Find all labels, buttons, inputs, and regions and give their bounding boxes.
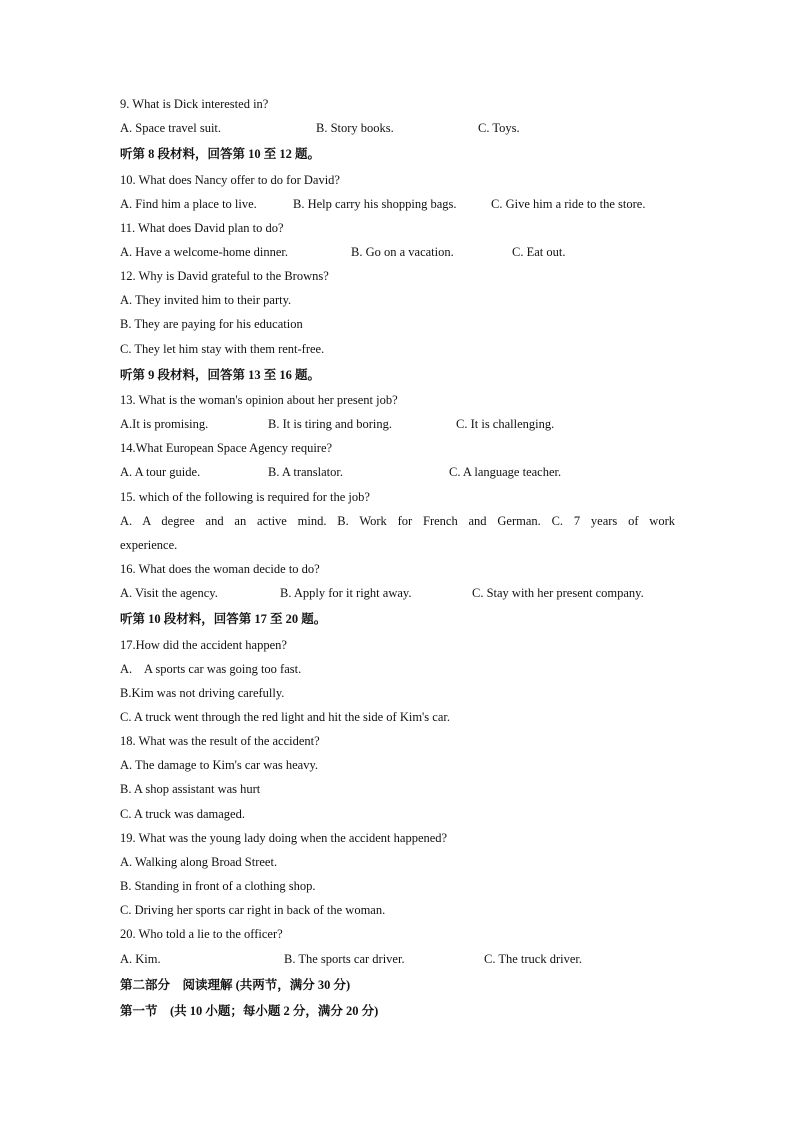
q14-option-c: C. A language teacher. (449, 465, 562, 479)
q16-option-a: A. Visit the agency. (120, 586, 218, 600)
q10-option-a: A. Find him a place to live. (120, 197, 257, 211)
q12-option-a: A. They invited him to their party. (120, 293, 292, 307)
q15-options-continued: experience. (120, 538, 178, 552)
q17-option-c: C. A truck went through the red light and hit the side of Kim's car. (120, 710, 450, 724)
question-11: 11. What does David plan to do? (120, 221, 284, 235)
section-one-heading: 第一节 (共 10 小题；每小题 2 分，满分 20 分) (120, 1004, 379, 1018)
q16-option-c: C. Stay with her present company. (472, 586, 644, 600)
q14-option-a: A. A tour guide. (120, 465, 201, 479)
q12-option-b: B. They are paying for his education (120, 317, 303, 331)
question-9: 9. What is Dick interested in? (120, 97, 269, 111)
question-10: 10. What does Nancy offer to do for David? (120, 173, 340, 187)
question-13: 13. What is the woman's opinion about her present job? (120, 393, 398, 407)
q18-option-b: B. A shop assistant was hurt (120, 782, 261, 796)
q9-option-b: B. Story books. (316, 121, 394, 135)
q19-option-b: B. Standing in front of a clothing shop. (120, 879, 316, 893)
q10-option-c: C. Give him a ride to the store. (491, 197, 646, 211)
q18-option-c: C. A truck was damaged. (120, 807, 245, 821)
q9-option-a: A. Space travel suit. (120, 121, 222, 135)
section-heading-10: 听第 10 段材料，回答第 17 至 20 题。 (120, 612, 327, 626)
q13-option-a: A.It is promising. (120, 417, 209, 431)
part-two-heading: 第二部分 阅读理解 (共两节，满分 30 分) (120, 978, 351, 992)
q13-option-c: C. It is challenging. (456, 417, 555, 431)
q17-option-b: B.Kim was not driving carefully. (120, 686, 285, 700)
q20-option-c: C. The truck driver. (484, 952, 583, 966)
q9-option-c: C. Toys. (478, 121, 520, 135)
q19-option-c: C. Driving her sports car right in back of the woman. (120, 903, 386, 917)
section-heading-8: 听第 8 段材料，回答第 10 至 12 题。 (120, 147, 321, 161)
q10-option-b: B. Help carry his shopping bags. (293, 197, 457, 211)
q11-option-c: C. Eat out. (512, 245, 566, 259)
question-18: 18. What was the result of the accident? (120, 734, 320, 748)
question-19: 19. What was the young lady doing when the accident happened? (120, 831, 448, 845)
q15-options: A. A degree and an active mind. B. Work for French and German. C. 7 years of work (120, 514, 675, 528)
q17-option-a: A. A sports car was going too fast. (120, 662, 302, 676)
q20-option-a: A. Kim. (120, 952, 161, 966)
question-14: 14.What European Space Agency require? (120, 441, 333, 455)
q20-option-b: B. The sports car driver. (284, 952, 405, 966)
question-20: 20. Who told a lie to the officer? (120, 927, 283, 941)
q14-option-b: B. A translator. (268, 465, 343, 479)
question-16: 16. What does the woman decide to do? (120, 562, 320, 576)
question-17: 17.How did the accident happen? (120, 638, 287, 652)
q16-option-b: B. Apply for it right away. (280, 586, 412, 600)
q12-option-c: C. They let him stay with them rent-free. (120, 342, 325, 356)
q13-option-b: B. It is tiring and boring. (268, 417, 392, 431)
q19-option-a: A. Walking along Broad Street. (120, 855, 278, 869)
q18-option-a: A. The damage to Kim's car was heavy. (120, 758, 319, 772)
q11-option-a: A. Have a welcome-home dinner. (120, 245, 288, 259)
question-15: 15. which of the following is required for the job? (120, 490, 370, 504)
section-heading-9: 听第 9 段材料，回答第 13 至 16 题。 (120, 368, 321, 382)
question-12: 12. Why is David grateful to the Browns? (120, 269, 329, 283)
q11-option-b: B. Go on a vacation. (351, 245, 454, 259)
